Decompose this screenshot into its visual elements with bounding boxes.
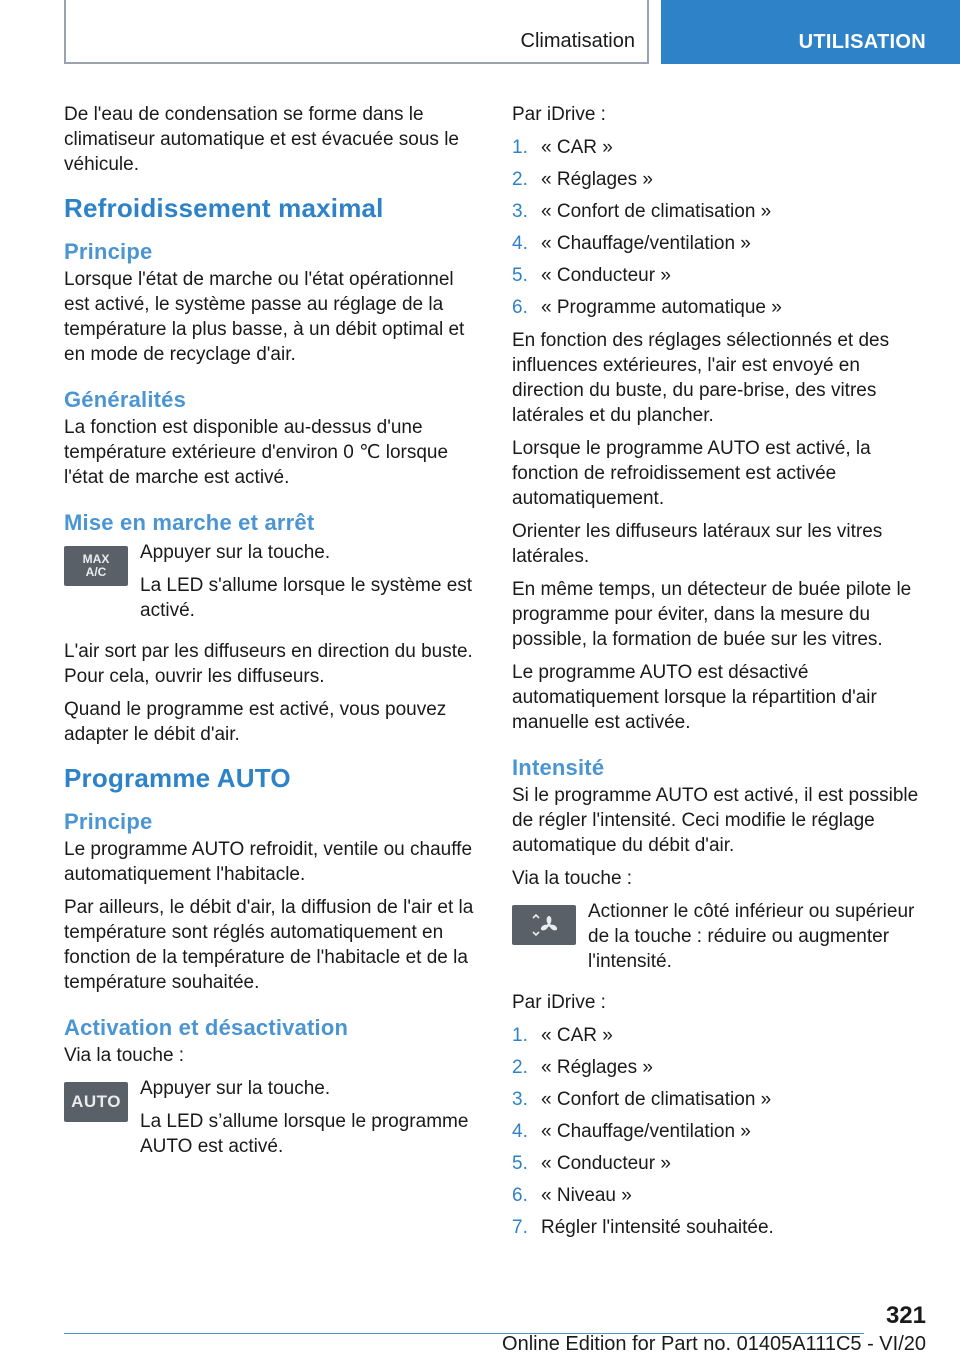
list-item: 4. « Chauffage/ventilation » [512, 1121, 751, 1142]
maxac-key-block [64, 540, 480, 623]
paragraph-via-touche: Via la touche : [64, 1045, 185, 1066]
max-ac-button-icon: MAX A/C [64, 546, 128, 586]
list-item: 6. « Niveau » [512, 1185, 632, 1206]
paragraph-lorsque: Lorsque le programme AUTO est activé, la fonction de refroidissement est activée automatiquement. [512, 438, 871, 509]
fan-intensity-button-icon [512, 905, 576, 945]
paragraph-principe-auto-b: Par ailleurs, le débit d'air, la diffusion de l'air et la température sont réglés automatiquement en fonction de la température de l'habitacle et de la température souhaitée. [64, 897, 474, 993]
list-item: 1. « CAR » [512, 1025, 613, 1046]
paragraph-air-sort: L'air sort par les diffuseurs en direction du buste. Pour cela, ouvrir les diffuseurs. [64, 641, 473, 687]
heading-activation: Activation et désactivation [64, 1015, 349, 1040]
idrive-steps-list-1 [512, 135, 928, 320]
list-item: 3. « Confort de climatisation » [512, 201, 772, 222]
paragraph-par-idrive-2: Par iDrive : [512, 992, 606, 1013]
heading-refroidissement-maximal: Refroidissement maximal [64, 193, 384, 223]
chapter-title: UTILISATION [798, 31, 926, 53]
list-item: 7. Régler l'intensité souhaitée. [512, 1217, 774, 1238]
footer-edition: Online Edition for Part no. 01405A111C5 - VI/20 [502, 1333, 926, 1355]
list-item: 6. « Programme automatique » [512, 297, 782, 318]
paragraph-principe: Lorsque l'état de marche ou l'état opérationnel est activé, le système passe au réglage de la température la plus basse, à un débit optimal et en mode de recyclage d'air. [64, 269, 465, 365]
paragraph-appuyer-auto: Appuyer sur la touche. [140, 1078, 331, 1099]
paragraph-quand: Quand le programme est activé, vous pouvez adapter le débit d'air. [64, 699, 447, 745]
paragraph-via-touche-2: Via la touche : [512, 868, 633, 889]
header-chapter-box [661, 0, 960, 64]
list-item: 2. « Réglages » [512, 169, 653, 190]
right-column [512, 102, 928, 1248]
heading-programme-auto: Programme AUTO [64, 763, 291, 793]
list-item: 2. « Réglages » [512, 1057, 653, 1078]
paragraph-led-auto: La LED s’allume lorsque le programme AUTO est activé. [140, 1111, 469, 1157]
auto-button-icon: AUTO [64, 1082, 128, 1122]
heading-principe: Principe [64, 239, 153, 264]
paragraph-generalites: La fonction est disponible au-dessus d'une température extérieure d'environ 0 ℃ lorsque l'état de marche est activé. [64, 417, 449, 488]
paragraph-meme-temps: En même temps, un détecteur de buée pilote le programme pour éviter, dans la mesure du possible, la formation de buée sur les vitres. [512, 579, 912, 650]
paragraph-desactive: Le programme AUTO est désactivé automatiquement lorsque la répartition d'air manuelle est activée. [512, 662, 877, 733]
paragraph-principe-auto-a: Le programme AUTO refroidit, ventile ou chauffe automatiquement l'habitacle. [64, 839, 473, 885]
list-item: 3. « Confort de climatisation » [512, 1089, 772, 1110]
left-column [64, 102, 480, 1167]
paragraph-led-maxac: La LED s'allume lorsque le système est activé. [140, 575, 473, 621]
paragraph-actionner: Actionner le côté inférieur ou supérieur de la touche : réduire ou augmenter l'intensité. [588, 901, 915, 972]
paragraph-intensite: Si le programme AUTO est activé, il est possible de régler l'intensité. Ceci modifie le réglage automatique du débit d'air. [512, 785, 919, 856]
auto-key-block [64, 1076, 480, 1159]
paragraph-appuyer: Appuyer sur la touche. [140, 542, 331, 563]
heading-intensite: Intensité [512, 755, 605, 780]
section-title: Climatisation [520, 30, 635, 52]
list-item: 4. « Chauffage/ventilation » [512, 233, 751, 254]
paragraph-par-idrive-1: Par iDrive : [512, 104, 606, 125]
header-section-box [64, 0, 649, 64]
intro-paragraph: De l'eau de condensation se forme dans le climatiseur automatique et est évacuée sous le véhicule. [64, 104, 459, 175]
heading-principe-auto: Principe [64, 809, 153, 834]
list-item: 5. « Conducteur » [512, 1153, 671, 1174]
list-item: 1. « CAR » [512, 137, 613, 158]
paragraph-en-fonction: En fonction des réglages sélectionnés et des influences extérieures, l'air est envoyé en direction du buste, du pare-brise, des vitres latérales et du plancher. [512, 330, 890, 426]
list-item: 5. « Conducteur » [512, 265, 671, 286]
heading-mise-en-marche: Mise en marche et arrêt [64, 510, 315, 535]
heading-generalites: Généralités [64, 387, 187, 412]
page-number: 321 [885, 1302, 926, 1329]
fan-key-block [512, 899, 928, 974]
idrive-steps-list-2 [512, 1023, 928, 1240]
paragraph-orienter: Orienter les diffuseurs latéraux sur les vitres latérales. [512, 521, 883, 567]
